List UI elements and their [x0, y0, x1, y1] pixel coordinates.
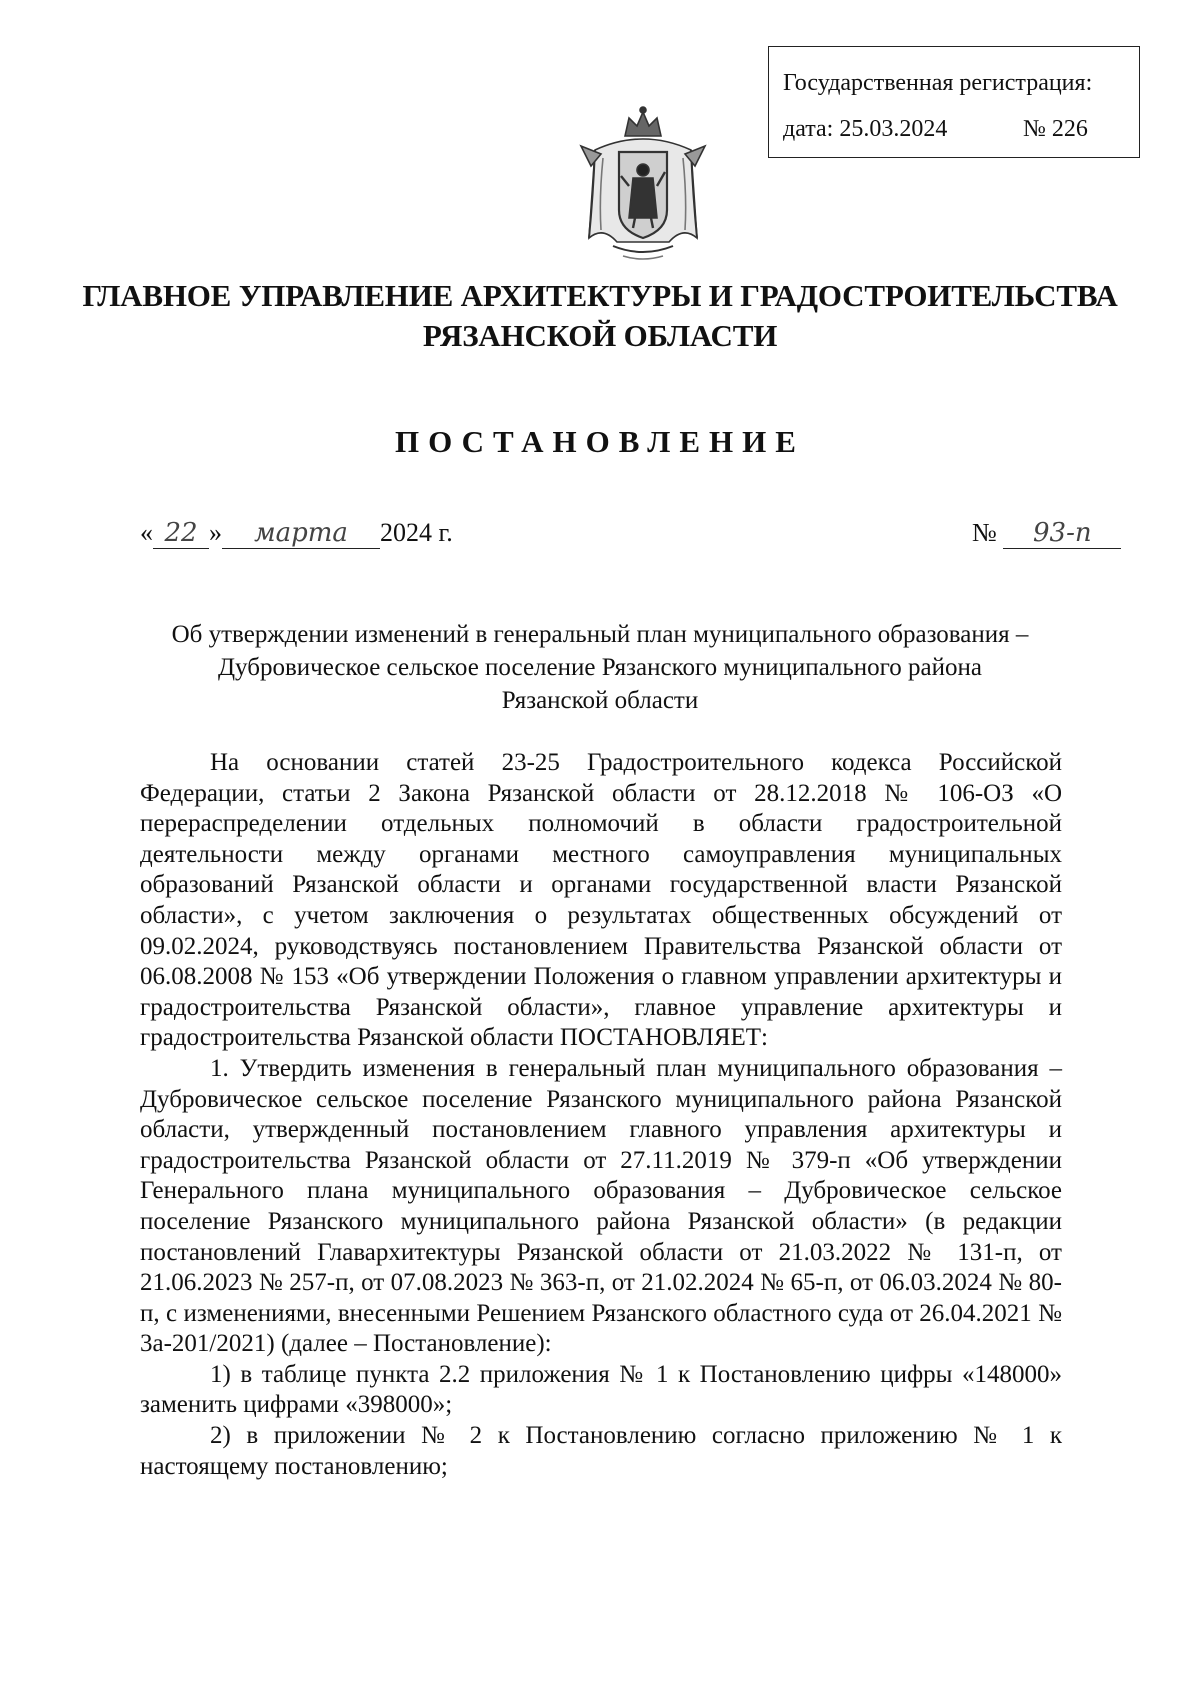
date-open-quote: « [140, 518, 153, 547]
document-type: ПОСТАНОВЛЕНИЕ [395, 424, 805, 459]
subclause-2-paragraph: 2) в приложении № 2 к Постановлению согласно приложению № 1 к настоящему постановлению; [140, 1422, 1062, 1480]
document-date [140, 518, 453, 549]
preamble-paragraph: На основании статей 23-25 Градостроительного кодекса Российской Федерации, статьи 2 Закона Рязанской области от 28.12.2018 № 106-ОЗ «О перераспределении отдельных полномочий в области градостроительной деятельности между органами местного самоуправления муниципальных образований Рязанской области и органами государственной власти Рязанской области», с учетом заключения о результатах общественных обсуждений от 09.02.2024, руководствуясь постановлением Правительства Рязанской области от 06.08.2008 № 153 «Об утверждении Положения о главном управлении архитектуры и градостроительства Рязанской области», главное управление архитектуры и градостроительства Рязанской области ПОСТАНОВЛЯЕТ: [140, 749, 1062, 1052]
registration-number: № 226 [1023, 116, 1088, 142]
registration-stamp [768, 46, 1140, 158]
subject-line-3: Рязанской области [501, 687, 699, 714]
date-year: 2024 г. [380, 518, 453, 547]
subject-line-2: Дубровическое сельское поселение Рязанского муниципального района [218, 654, 982, 681]
number-value-handwritten: 93-п [1003, 518, 1121, 549]
date-close-quote: » [209, 518, 222, 547]
registration-date: дата: 25.03.2024 [783, 116, 948, 142]
agency-name [0, 276, 1200, 356]
subject-line-1: Об утверждении изменений в генеральный план муниципального образования – [171, 621, 1029, 648]
number-label: № [972, 518, 997, 547]
clause-1-paragraph: 1. Утвердить изменения в генеральный план муниципального образования – Дубровическое сельское поселение Рязанского муниципального района Рязанской области, утвержденный постановлением главного управления архитектуры и градостроительства Рязанской области от 27.11.2019 № 379-п «Об утверждении Генерального плана муниципального образования – Дубровическое сельское поселение Рязанского муниципального района Рязанской области» (в редакции постановлений Главархитектуры Рязанской области от 21.03.2022 № 131-п, от 21.06.2023 № 257-п, от 07.08.2023 № 363-п, от 21.02.2024 № 65-п, от 06.03.2024 № 80-п, с изменениями, внесенными Решением Рязанского областного суда от 26.04.2021 № 3а-201/2021) (далее – Постановление): [140, 1054, 1062, 1358]
document-number [972, 518, 1121, 549]
document-subject [140, 618, 1060, 717]
date-day-handwritten: 22 [153, 518, 209, 549]
subclause-1-paragraph: 1) в таблице пункта 2.2 приложения № 1 к Постановлению цифры «148000» заменить цифрами «398000»; [140, 1360, 1062, 1419]
registration-title: Государственная регистрация: [783, 70, 1093, 96]
agency-name-line-2: РЯЗАНСКОЙ ОБЛАСТИ [422, 318, 778, 353]
agency-name-line-1: ГЛАВНОЕ УПРАВЛЕНИЕ АРХИТЕКТУРЫ И ГРАДОСТРОИТЕЛЬСТВА [82, 278, 1118, 313]
ryazan-coat-of-arms-icon [573, 106, 713, 266]
date-month-handwritten: марта [222, 518, 380, 549]
document-body [140, 748, 1062, 1482]
